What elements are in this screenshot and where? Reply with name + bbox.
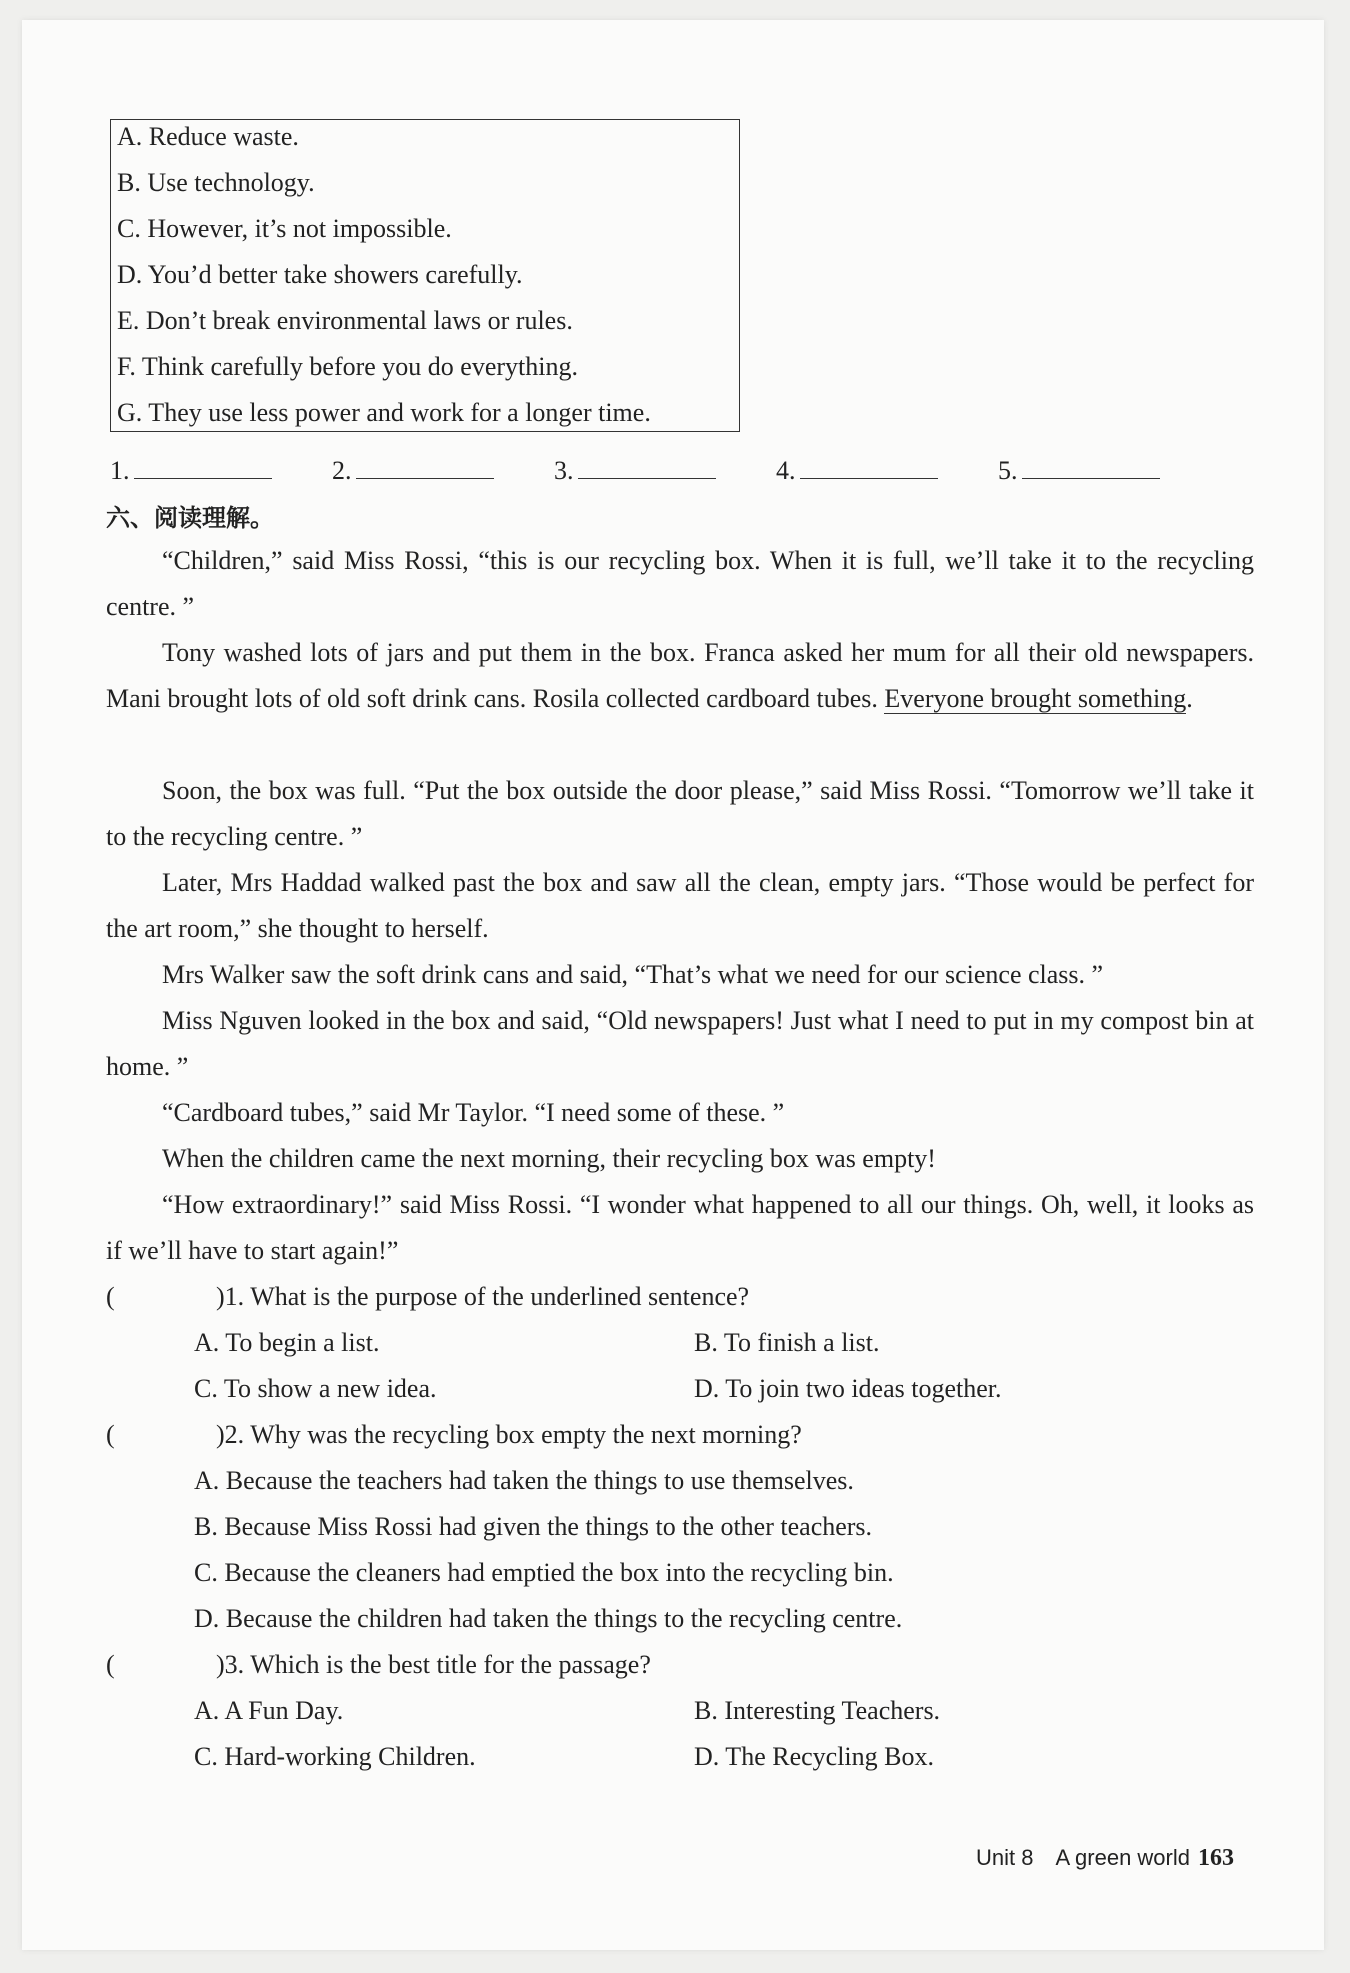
- page-footer: [976, 1845, 1234, 1872]
- question-3: [106, 1650, 651, 1680]
- passage-paragraph-6: Miss Nguven looked in the box and said, “Old newspapers! Just what I need to put in my compost bin at home. ”: [106, 1006, 1254, 1081]
- option-a: A. Reduce waste.: [117, 122, 299, 151]
- option-d: D. You’d better take showers carefully.: [117, 260, 523, 289]
- question-stem: )2. Why was the recycling box empty the next morning?: [216, 1420, 802, 1449]
- question-stem: )1. What is the purpose of the underlined sentence?: [216, 1282, 750, 1311]
- q2-choice-d: D. Because the children had taken the things to the recycling centre.: [194, 1604, 903, 1633]
- q3-choice-c: C. Hard-working Children.: [194, 1742, 476, 1771]
- q1-choice-a: A. To begin a list.: [194, 1328, 380, 1357]
- option-b: B. Use technology.: [117, 168, 315, 197]
- section-title: 六、阅读理解。: [106, 504, 274, 532]
- option-c: C. However, it’s not impossible.: [117, 214, 452, 243]
- answer-blank-3[interactable]: [554, 452, 716, 486]
- q2-choice-c: C. Because the cleaners had emptied the box into the recycling bin.: [194, 1558, 894, 1587]
- option-f: F. Think carefully before you do everything.: [117, 352, 578, 381]
- q2-choice-a: A. Because the teachers had taken the things to use themselves.: [194, 1466, 854, 1495]
- option-g: G. They use less power and work for a longer time.: [117, 398, 651, 427]
- q2-choice-b: B. Because Miss Rossi had given the things to the other teachers.: [194, 1512, 873, 1541]
- paragraph-end: .: [1186, 684, 1193, 713]
- answer-paren[interactable]: (: [106, 1420, 115, 1449]
- question-1: [106, 1282, 749, 1312]
- blank-number: 3.: [554, 456, 574, 485]
- q3-choice-d: D. The Recycling Box.: [694, 1742, 934, 1771]
- passage-paragraph-1: “Children,” said Miss Rossi, “this is our recycling box. When it is full, we’ll take it to the recycling centre. ”: [106, 546, 1254, 621]
- answer-blank-5[interactable]: [998, 452, 1160, 486]
- paragraph-text: Tony washed lots of jars and put them in the box. Franca asked her mum for all their old newspapers. Mani brought lots of old soft drink cans. Rosila collected cardboard tubes.: [106, 638, 1254, 713]
- answer-blanks: [110, 452, 1210, 492]
- passage-paragraph-9: “How extraordinary!” said Miss Rossi. “I wonder what happened to all our things. Oh, well, it looks as if we’ll have to start again!”: [106, 1190, 1254, 1265]
- passage-paragraph-4: Later, Mrs Haddad walked past the box and saw all the clean, empty jars. “Those would be perfect for the art room,” she thought to herself.: [106, 868, 1254, 943]
- passage-paragraph-2: [106, 630, 1254, 722]
- q3-choice-b: B. Interesting Teachers.: [694, 1696, 941, 1725]
- footer-title: A green world: [1055, 1845, 1190, 1870]
- options-box: [110, 119, 740, 432]
- blank-number: 4.: [776, 456, 796, 485]
- answer-blank-1[interactable]: [110, 452, 272, 486]
- passage-paragraph-8: When the children came the next morning, their recycling box was empty!: [162, 1144, 936, 1173]
- blank-number: 1.: [110, 456, 130, 485]
- q1-choice-b: B. To finish a list.: [694, 1328, 880, 1357]
- answer-blank-4[interactable]: [776, 452, 938, 486]
- blank-number: 5.: [998, 456, 1018, 485]
- question-2: [106, 1420, 802, 1450]
- passage-paragraph-7: “Cardboard tubes,” said Mr Taylor. “I need some of these. ”: [162, 1098, 785, 1127]
- passage-paragraph-5: Mrs Walker saw the soft drink cans and said, “That’s what we need for our science class. ”: [162, 960, 1104, 989]
- answer-paren[interactable]: (: [106, 1282, 115, 1311]
- q1-choice-c: C. To show a new idea.: [194, 1374, 437, 1403]
- answer-blank-2[interactable]: [332, 452, 494, 486]
- answer-paren[interactable]: (: [106, 1650, 115, 1679]
- question-stem: )3. Which is the best title for the passage?: [216, 1650, 651, 1679]
- option-e: E. Don’t break environmental laws or rules.: [117, 306, 573, 335]
- footer-unit: Unit 8: [975, 1845, 1034, 1870]
- page-number: 163: [1198, 1845, 1234, 1871]
- q1-choice-d: D. To join two ideas together.: [694, 1374, 1002, 1403]
- workbook-page: [22, 20, 1324, 1950]
- q3-choice-a: A. A Fun Day.: [194, 1696, 344, 1725]
- underlined-sentence: Everyone brought something: [884, 684, 1187, 713]
- blank-number: 2.: [332, 456, 352, 485]
- passage-paragraph-3: Soon, the box was full. “Put the box outside the door please,” said Miss Rossi. “Tomorrow we’ll take it to the recycling centre. ”: [106, 776, 1254, 851]
